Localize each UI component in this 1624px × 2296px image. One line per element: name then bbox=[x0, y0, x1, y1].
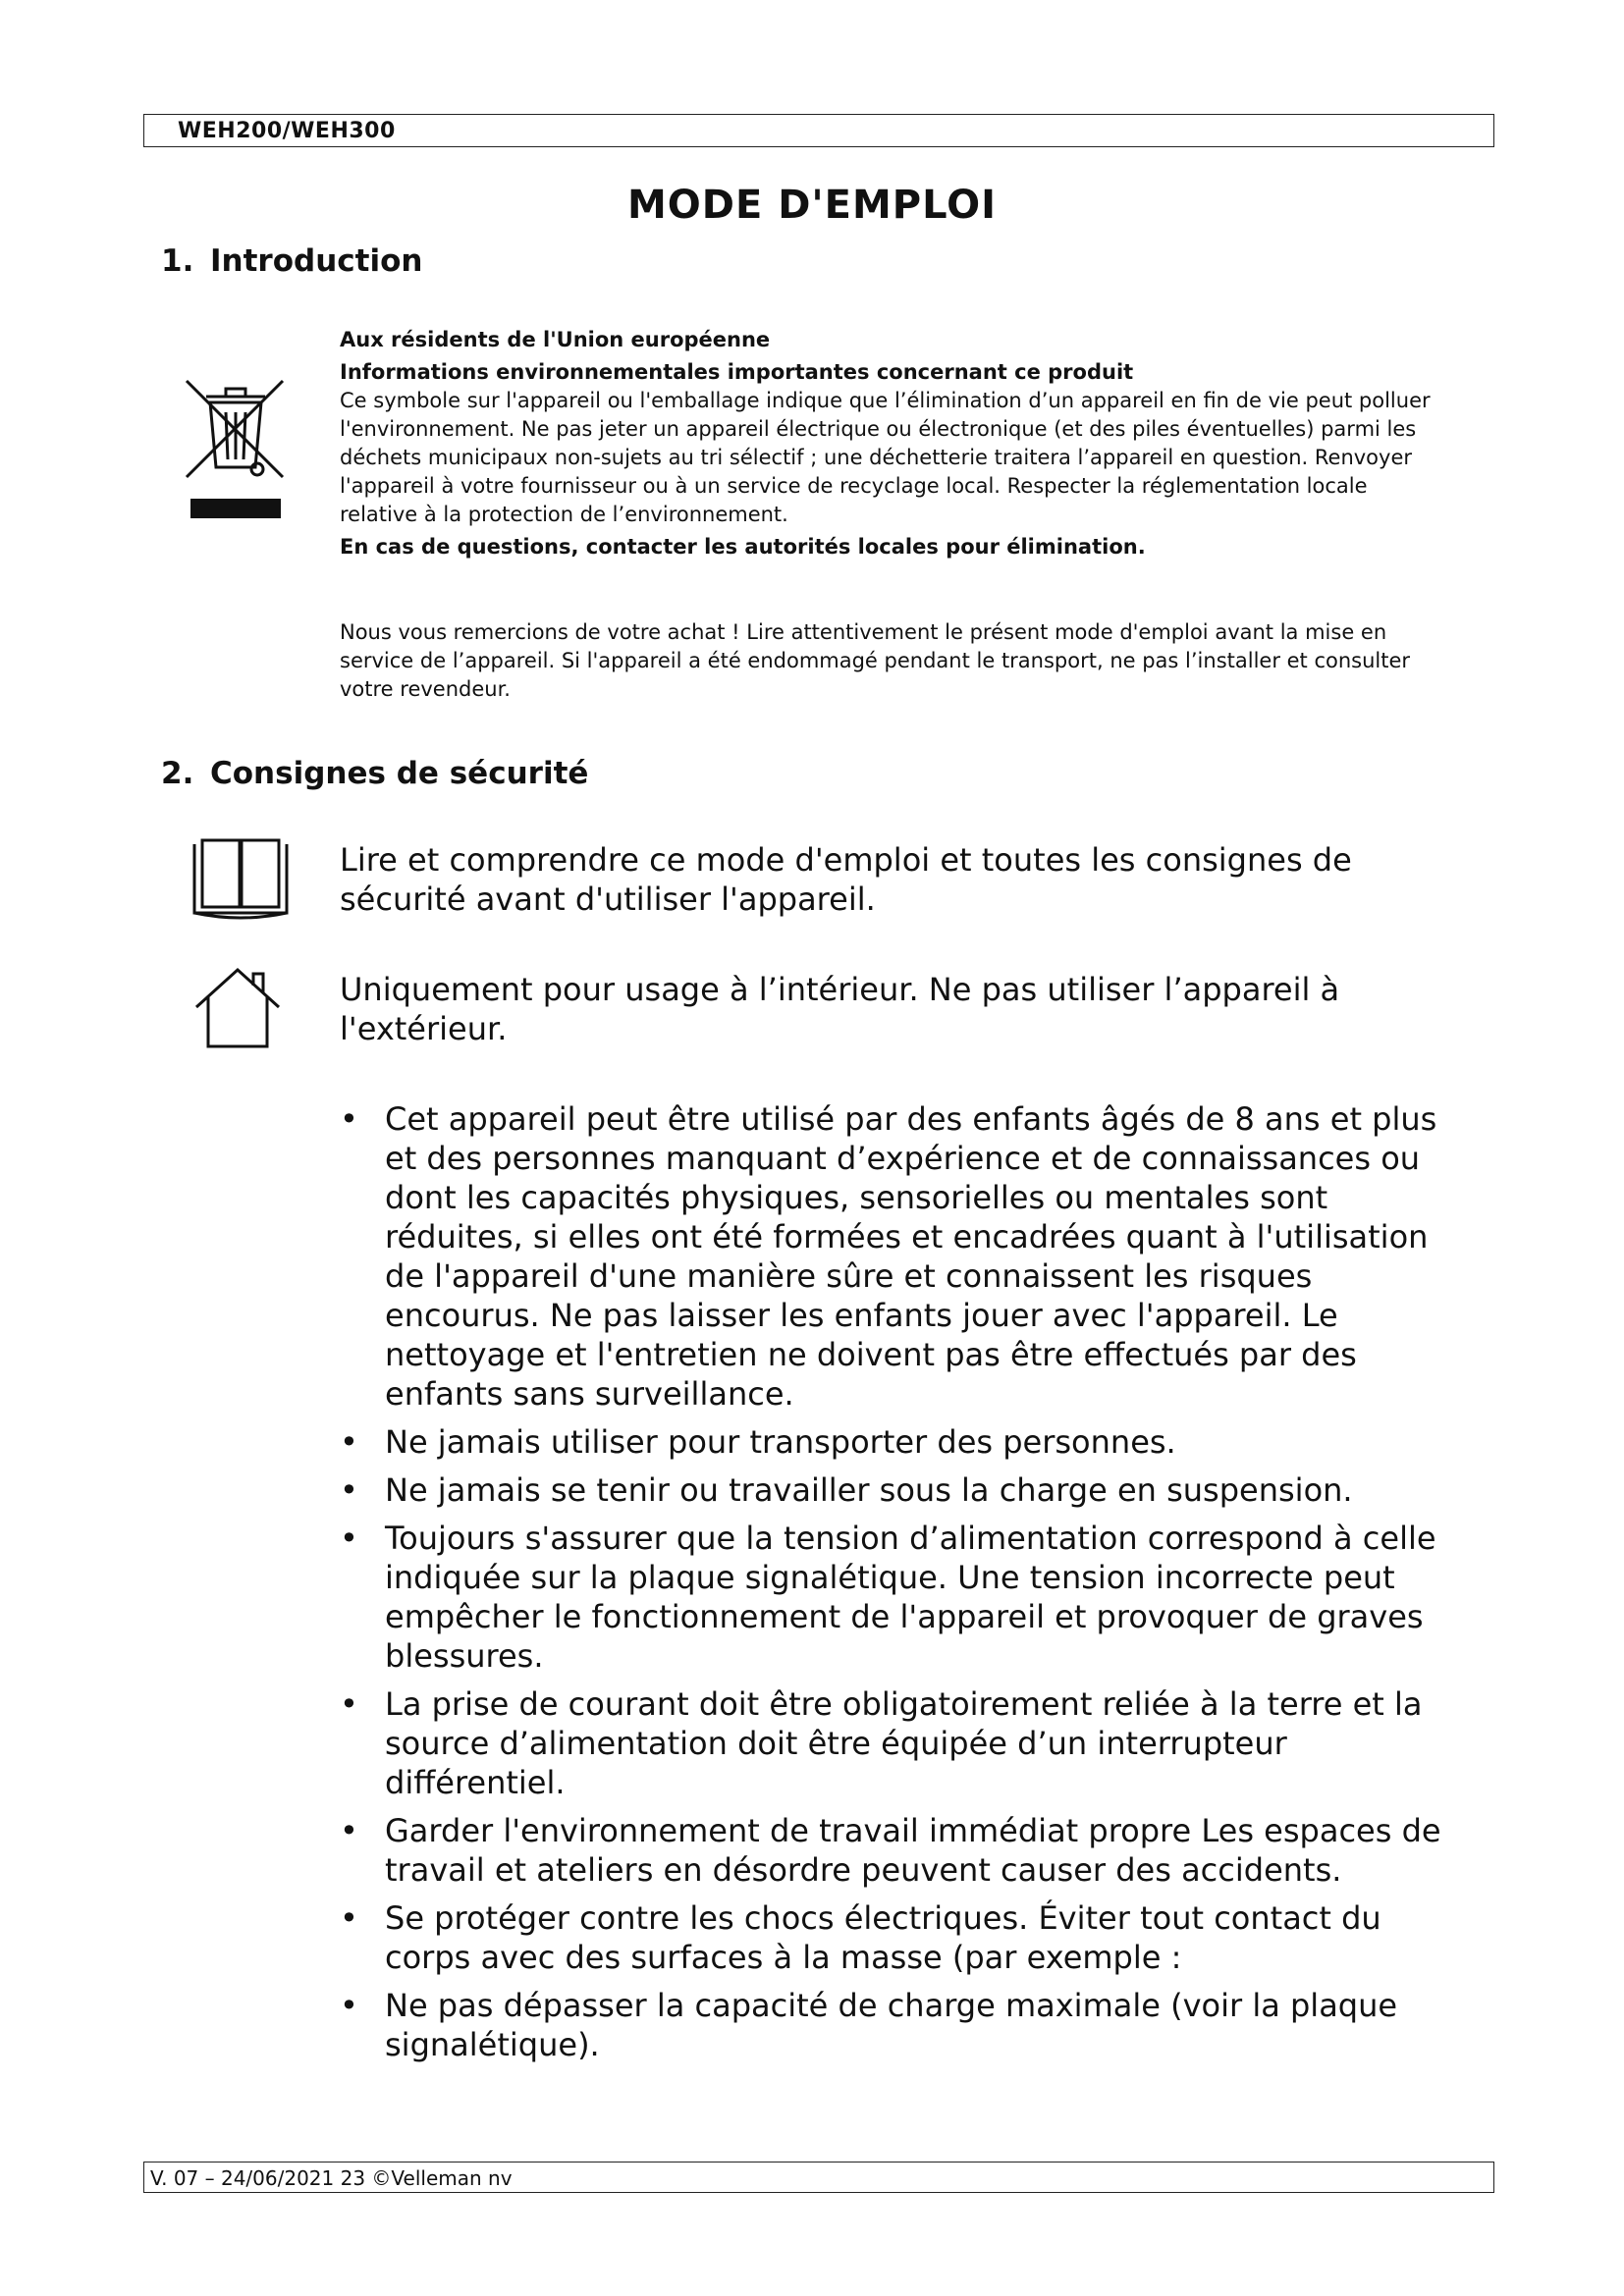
bullet-icon: • bbox=[340, 1423, 358, 1461]
section-title: Introduction bbox=[210, 243, 423, 279]
list-item bbox=[334, 1422, 1473, 1462]
bullet-icon: • bbox=[340, 1471, 358, 1509]
bullet-icon: • bbox=[340, 1812, 358, 1849]
section-number: 1. bbox=[161, 243, 194, 279]
list-item bbox=[334, 1986, 1473, 2064]
list-item-text: Toujours s'assurer que la tension d’alimentation correspond à celle indiquée sur la plaque signalétique. Une tension incorrecte peut empêcher le fonctionnement de l'appareil et provoquer de graves blessures. bbox=[385, 1520, 1436, 1675]
bullet-icon: • bbox=[340, 1100, 358, 1138]
page-footer bbox=[143, 2162, 1494, 2193]
footer-text: V. 07 – 24/06/2021 23 ©Velleman nv bbox=[150, 2166, 513, 2190]
bullet-icon: • bbox=[340, 1987, 358, 2024]
thanks-paragraph: Nous vous remercions de votre achat ! Lire attentivement le présent mode d'emploi avant la mise en service de l’appareil. Si l'appareil a été endommagé pendant le transport, ne pas l’installer et consulter votre revendeur. bbox=[340, 620, 1411, 701]
section-heading-introduction bbox=[161, 243, 422, 279]
environmental-text: Ce symbole sur l'appareil ou l'emballage indique que l’élimination d’un appareil en fin de vie peut polluer l'environnement. Ne pas jeter un appareil électrique ou électronique (et des piles éventuelles) parmi les déchets municipaux non-sujets au tri sélectif ; une déchetterie traitera l’appareil en question. Renvoyer l'appareil à votre fournisseur ou à un service de recyclage local. Respecter la réglementation locale relative à la protection de l’environnement. bbox=[340, 389, 1431, 526]
environmental-heading: Informations environnementales importantes concernant ce produit bbox=[340, 360, 1134, 384]
list-item-text: Garder l'environnement de travail immédiat propre Les espaces de travail et ateliers en désordre peuvent causer des accidents. bbox=[385, 1812, 1441, 1889]
bullet-icon: • bbox=[340, 1685, 358, 1723]
read-manual-book-icon bbox=[187, 834, 295, 921]
eu-residents-heading: Aux résidents de l'Union européenne bbox=[340, 328, 771, 351]
page-title: MODE D'EMPLOI bbox=[626, 183, 998, 228]
model-name: WEH200/WEH300 bbox=[178, 119, 396, 143]
list-item-text: Ne jamais se tenir ou travailler sous la charge en suspension. bbox=[385, 1471, 1353, 1509]
list-item-text: Ne pas dépasser la capacité de charge maximale (voir la plaque signalétique). bbox=[385, 1987, 1398, 2063]
list-item-text: Ne jamais utiliser pour transporter des personnes. bbox=[385, 1423, 1176, 1461]
list-item bbox=[334, 1470, 1473, 1510]
read-manual-text: Lire et comprendre ce mode d'emploi et toutes les consignes de sécurité avant d'utiliser l'appareil. bbox=[340, 841, 1352, 918]
list-item bbox=[334, 1519, 1473, 1676]
list-item bbox=[334, 1898, 1473, 1977]
bullet-icon: • bbox=[340, 1899, 358, 1937]
safety-bullet-list bbox=[334, 1099, 1473, 2073]
environmental-info bbox=[340, 326, 1449, 561]
list-item bbox=[334, 1811, 1473, 1890]
page-header bbox=[143, 114, 1494, 147]
section-title: Consignes de sécurité bbox=[210, 756, 589, 791]
list-item-text: Se protéger contre les chocs électriques. Éviter tout contact du corps avec des surfaces à la masse (par exemple : bbox=[385, 1899, 1381, 1976]
weee-crossed-bin-icon bbox=[181, 373, 291, 526]
indoor-only-text: Uniquement pour usage à l’intérieur. Ne pas utiliser l’appareil à l'extérieur. bbox=[340, 971, 1340, 1047]
list-item bbox=[334, 1684, 1473, 1802]
list-item bbox=[334, 1099, 1473, 1414]
indoor-house-icon bbox=[192, 966, 283, 1050]
list-item-text: Cet appareil peut être utilisé par des enfants âgés de 8 ans et plus et des personnes manquant d’expérience et de connaissances ou dont les capacités physiques, sensorielles ou mentales sont réduites, si elles ont été formées et encadrées quant à l'utilisation de l'appareil d'une manière sûre et connaissent les risques encourus. Ne pas laisser les enfants jouer avec l'appareil. Le nettoyage et l'entretien ne doivent pas être effectués par des enfants sans surveillance. bbox=[385, 1100, 1437, 1413]
list-item-text: La prise de courant doit être obligatoirement reliée à la terre et la source d’alimentation doit être équipée d’un interrupteur différentiel. bbox=[385, 1685, 1423, 1801]
bullet-icon: • bbox=[340, 1520, 358, 1557]
section-number: 2. bbox=[161, 756, 194, 791]
section-heading-safety bbox=[161, 756, 588, 791]
environmental-contact: En cas de questions, contacter les autorités locales pour élimination. bbox=[340, 535, 1146, 559]
